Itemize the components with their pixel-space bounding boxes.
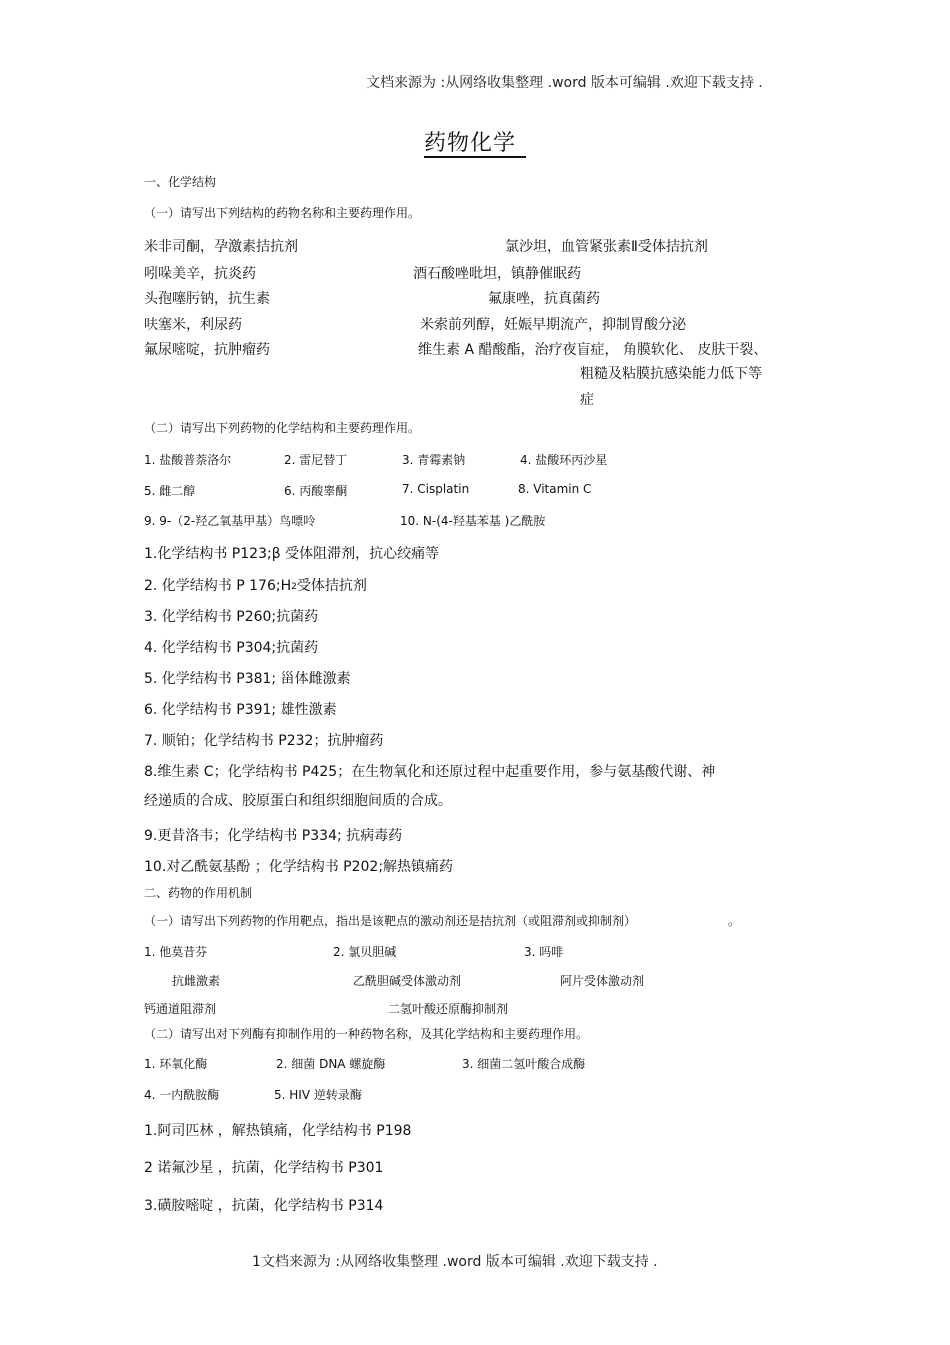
answer-line: 6. 化学结构书 P391; 雄性激素 [144, 702, 337, 718]
answer-line: 2. 化学结构书 P $176;H_2$受体拮抗剂 [144, 578, 367, 594]
answer-continuation: 症 [580, 392, 594, 408]
question-2-1-heading: （一）请写出下列药物的作用靶点，指出是该靶点的激动剂还是拮抗剂（或阻滞剂或抑制剂） [144, 914, 637, 928]
answer-line: 2 诺氟沙星 ，抗菌，化学结构书 P301 [144, 1160, 384, 1176]
answer-line: 3.磺胺嘧啶 ，抗菌，化学结构书 P314 [144, 1198, 384, 1214]
drug-item: 2. 雷尼替丁 [284, 453, 348, 467]
drug-item: 9. 9-（2-羟乙氧基甲基）鸟嘌呤 [144, 514, 316, 528]
enzyme-item: 5. HIV 逆转录酶 [274, 1088, 362, 1102]
answer-left: 吲哚美辛，抗炎药 [144, 266, 256, 282]
answer-left: 呋塞米，利尿药 [144, 317, 242, 333]
drug-item: 1. 他莫昔芬 [144, 945, 208, 959]
section-2-heading: 二、药物的作用机制 [144, 886, 253, 900]
answer-line: 8.维生素 C；化学结构书 P425；在生物氧化和还原过程中起重要作用，参与氨基酸代谢、神 [144, 764, 716, 780]
answer-line: 经递质的合成、胶原蛋白和组织细胞间质的合成。 [144, 793, 452, 809]
drug-item: 7. Cisplatin [402, 482, 470, 496]
mechanism-answer: 钙通道阻滞剂 [144, 1002, 217, 1016]
answer-right: 米索前列醇，妊娠早期流产，抑制胃酸分泌 [420, 317, 686, 333]
answer-left: 氟尿嘧啶，抗肿瘤药 [144, 342, 270, 358]
drug-item: 3. 吗啡 [524, 945, 564, 959]
mechanism-answer: 二氢叶酸还原酶抑制剂 [388, 1002, 509, 1016]
answer-right: 维生素 A 醋酸酯，治疗夜盲症， 角膜软化、 皮肤干裂、 [418, 342, 768, 358]
answer-line: 7. 顺铂；化学结构书 P232；抗肿瘤药 [144, 733, 384, 749]
answer-right: 氯沙坦，血管紧张素Ⅱ受体拮抗剂 [505, 239, 708, 255]
answer-line: 1.化学结构书 P123;β 受体阻滞剂，抗心绞痛等 [144, 546, 440, 562]
document-title: 药物化学 [424, 131, 517, 156]
drug-item: 3. 青霉素钠 [402, 453, 466, 467]
question-1-1-heading: （一）请写出下列结构的药物名称和主要药理作用。 [144, 206, 421, 220]
enzyme-item: 4. 一内酰胺酶 [144, 1088, 220, 1102]
title-underline [424, 156, 526, 158]
drug-item: 1. 盐酸普萘洛尔 [144, 453, 232, 467]
answer-continuation: 粗糙及粘膜抗感染能力低下等 [580, 366, 762, 382]
drug-item: 6. 丙酸睾酮 [284, 484, 348, 498]
section-1-heading: 一、化学结构 [144, 175, 217, 189]
drug-item: 2. 氯贝胆碱 [333, 945, 397, 959]
drug-item: 4. 盐酸环丙沙星 [520, 453, 608, 467]
question-2-2-heading: （二）请写出对下列酶有抑制作用的一种药物名称，及其化学结构和主要药理作用。 [144, 1027, 589, 1041]
answer-line: 4. 化学结构书 P304;抗菌药 [144, 640, 319, 656]
answer-left: 头孢噻肟钠，抗生素 [144, 291, 270, 307]
enzyme-item: 3. 细菌二氢叶酸合成酶 [462, 1057, 586, 1071]
answer-line: 3. 化学结构书 P260;抗菌药 [144, 609, 319, 625]
enzyme-item: 2. 细菌 DNA 螺旋酶 [276, 1057, 386, 1071]
answer-line: 5. 化学结构书 P381; 甾体雌激素 [144, 671, 351, 687]
drug-item: 10. N-(4-羟基苯基 )乙酰胺 [400, 514, 546, 528]
drug-item: 8. Vitamin C [518, 482, 592, 496]
mechanism-answer: 乙酰胆碱受体激动剂 [353, 974, 462, 988]
mechanism-answer: 抗雌激素 [172, 974, 221, 988]
mechanism-answer: 阿片受体激动剂 [560, 974, 645, 988]
answer-line: 10.对乙酰氨基酚 ；化学结构书 P202;解热镇痛药 [144, 859, 454, 875]
enzyme-item: 1. 环氧化酶 [144, 1057, 208, 1071]
question-2-1-heading-end: 。 [728, 914, 741, 928]
question-1-2-heading: （二）请写出下列药物的化学结构和主要药理作用。 [144, 421, 421, 435]
page-footer: 1文档来源为 :从网络收集整理 .word 版本可编辑 .欢迎下载支持 . [252, 1254, 658, 1270]
page-header: 文档来源为 :从网络收集整理 .word 版本可编辑 .欢迎下载支持 . [366, 75, 763, 91]
answer-line: 9.更昔洛韦；化学结构书 P334; 抗病毒药 [144, 828, 403, 844]
answer-left: 米非司酮，孕激素拮抗剂 [144, 239, 298, 255]
answer-right: 酒石酸唑吡坦，镇静催眠药 [413, 266, 581, 282]
answer-right: 氟康唑，抗真菌药 [488, 291, 600, 307]
drug-item: 5. 雌二醇 [144, 484, 196, 498]
answer-line: 1.阿司匹林 ，解热镇痛，化学结构书 P198 [144, 1123, 412, 1139]
